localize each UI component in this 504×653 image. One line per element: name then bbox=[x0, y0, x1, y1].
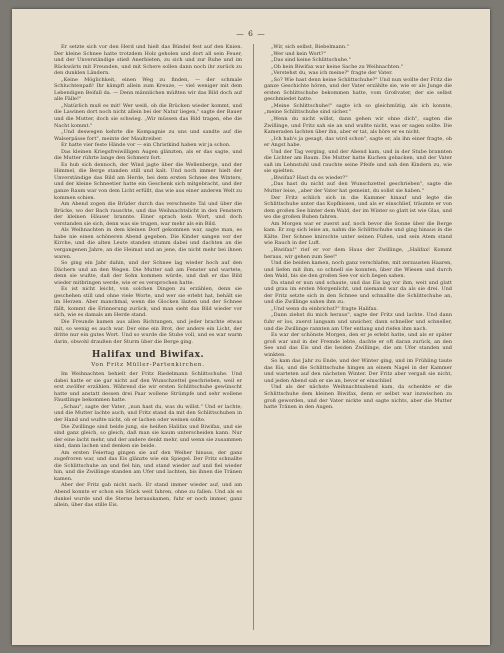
paragraph: „Dann ziehst du mich heraus", sagte der Fritz und lachte. Und dann fuhr er los, zuerst langsam und unsicher, dann schneller und schneller, und die Zwillinge rannten am Ufer entlang und riefen ihm nach. bbox=[264, 312, 452, 332]
newspaper-page bbox=[12, 9, 490, 645]
paragraph: Und der Tag verging, und der Abend kam, und in der Stube brannten die Lichter am Baum. Die Mutter hatte Kuchen gebacken, und der Vater saß im Lehnstuhl und rauchte seine Pfeife und sah den Kindern zu, wie sie spielten. bbox=[264, 148, 452, 175]
paragraph: „Meine Schlittschuhe!" sagte ich so gleichmütig, als ich konnte, „meine Schlittschuhe sind sicher." bbox=[264, 102, 452, 116]
paragraph: „Schau", sagte der Vater, „nun hast du, was du willst." Und er lachte, und die Mutter lachte auch, und Fritz stand da mit den Schlittschuhen in der Hand und wußte nicht, ob er lachen oder weinen sollte. bbox=[54, 403, 242, 423]
paragraph: Er setzte sich vor den Herd und hielt das Bündel fest auf den Knien. Der kleine Schnee hatte trotzdem Holz geholen und dort all sein Feuer, und der Unverständige stieß Anerbieten, zu sich und zur Ruhe und im Rückwärts mit Freunden, und mit Schere sollen dann noch ihr zurück zu den dunklen Ländern. bbox=[54, 44, 242, 77]
paragraph: „Natürlich muß es mit! Wer weiß, ob die Brücken wieder kommt, und die Lawinen dort noch nicht allein bei der Natur liegen," sagte der Bauer und die Mutter, doch sie schwieg. „Wir müssen das Bild tragen, ehe die Nacht kommt." bbox=[54, 102, 242, 129]
story-author: Von Fritz Müller-Partenkirchen. bbox=[91, 362, 205, 369]
paragraph: „Wir, sich selbst, Biebelmann." bbox=[271, 44, 349, 50]
paragraph: Der Fritz schlich sich in die Kammer hinauf und legte die Schlittschuhe unter das Kopfkissen, und als er einschlief, träumte er von dem großen See hinter dem Wald, der im Winter so glatt ist wie Glas, und wo die großen Buben fahren. bbox=[264, 194, 452, 221]
paragraph: „Ich hab's ja gesagt, das wird schon", sagte er, als ihn einer fragte, ob er Angst habe. bbox=[264, 135, 452, 149]
left-column bbox=[54, 44, 242, 636]
paragraph: „Das sind keine Schlittschuhe." bbox=[271, 57, 351, 64]
paragraph: Am Abend zogen die Brüder durch das verschneite Tal und über die Brücke, wo der Bach rauschte, und das Weihnachtslicht in den Fenstern der kleinen Häuser brannte. Einer sprach kein Wort, und doch verstanden sie sich, denn was sie trugen, war mehr als ein Bild. bbox=[54, 201, 242, 227]
paragraph: „Biwifax!" rief er vor dem Haus der Zwillinge, „Halifax! Kommt heraus, wir gehen zum See!" bbox=[264, 246, 452, 260]
paragraph: Und die beiden kamen, noch ganz verschlafen, mit zerzausten Haaren, und liefen mit ihm, so schnell sie konnten, über die Wiesen und durch den Wald, bis sie den großen See vor sich liegen sahen. bbox=[264, 260, 452, 280]
paragraph: „Das hast du nicht auf den Wunschzettel geschrieben", sagte die Mutter leise, „aber der Vater hat gemeint, du sollst sie haben." bbox=[264, 181, 452, 195]
paragraph: „Wenn du nicht willst, dann gehen wir ohne dich", sagten die Zwillinge, und Fritz sah sie an und wußte nicht, was er sagen sollte. Die Kameraden lachten über ihn, aber er tat, als höre er es nicht. bbox=[264, 116, 452, 136]
paragraph: „So? Wie hast denn keine Schlittschuhe?" Und nun wollte der Fritz die ganze Geschichte hören, und der Vater erzählte sie, wie er als Junge die ersten Schlittschuhe bekommen hatte, vom Großvater, der sie selbst geschmiedet hatte. bbox=[264, 76, 452, 103]
paragraph: Die Zwillinge sind beide jung, sie heißen Halifax und Biwifax, und sie sind ganz gleich, so gleich, daß man sie kaum unterscheiden kann. Nur der eine lacht mehr, und der andere denkt mehr, und wenn sie zusammen sind, dann lachen und denken sie beide. bbox=[54, 423, 242, 450]
paragraph: Und als der nächste Weihnachtsabend kam, da schenkte er die Schlittschuhe dem kleinen Biwifax, denn er selbst war inzwischen zu groß geworden, und der Vater nickte und sagte nichts, aber die Mutter hatte Tränen in den Augen. bbox=[264, 384, 452, 411]
paragraph: „Ob kein Biwifax war keine Sache zu Weihnachten." bbox=[271, 63, 404, 70]
paragraph: Im Weihnachten behielt der Fritz Riedelmann Schlittschuhe. Und dabei hatte er sie gar nicht auf den Wunschzettel geschrieben, weil er erst zwölfer erzählen. Während die wir ersten Schlittschuhe gewünscht hatte und anstatt dessen drei Paar wollene Strümpfe und sehr wollene Fäustlinge bekommen hatte. bbox=[54, 371, 242, 404]
paragraph: Es ist nicht leicht, von solchen Dingen zu erzählen, denn sie geschehen still und ohne viele Worte, und wer sie erlebt hat, behält sie im Herzen. Aber manchmal, wenn die Glocken läuten und der Schnee fällt, kommt die Erinnerung zurück, und man sieht das Bild wieder vor sich, wie es damals am Herde stand. bbox=[54, 286, 242, 319]
paragraph: Es hub sich dennoch, der Wind jagte über die Wellenberge, und der Himmel, die Berge standen still und kalt. Und noch immer hielt der Unverständige das Bild am Herde, bei dem ersten Schnee des Winters, und der kleine Schneetier hatte ein Geschenk sich mitgebracht, und der ganze Raum war von dem Licht erfüllt, das wie aus einer anderen Welt zu kommen schien. bbox=[54, 161, 242, 201]
paragraph: Die Freunde kamen aus allen Richtungen, und jeder brachte etwas mit, so wenig es auch war. Der eine ein Brot, der andere ein Licht, der dritte nur ein gutes Wort. Und so wurde die Stube voll, und es war warm darin, obwohl draußen der Sturm über die Berge ging. bbox=[54, 318, 242, 345]
paragraph: „Wer und kein Wort?" bbox=[271, 50, 326, 57]
paragraph: Am ersten Feiertag gingen sie auf den Weiher hinaus, der ganz zugefroren war, und das Eis glänzte wie ein Spiegel. Der Fritz schnallte die Schlittschuhe an und fiel hin, und stand wieder auf und fiel wieder hin, und die Zwillinge standen am Ufer und lachten, bis ihnen die Tränen kamen. bbox=[54, 449, 242, 482]
paragraph: „Keine Möglichkeit, einen Weg zu finden, — der schmale Schluchtenpaß! Ihr kämpft allein zum Kreuze, — viel weniger mit dem Lebendigen Beifall da. — Denn männlichen müßten wir das Bild doch auf alle Fälle!" bbox=[54, 76, 242, 103]
right-column bbox=[264, 44, 452, 636]
page-number: — 6 — bbox=[236, 29, 266, 38]
paragraph: Aber der Fritz gab nicht nach. Er stand immer wieder auf, und am Abend konnte er schon ein Stück weit fahren, ohne zu fallen. Und als es dunkel wurde und die Sterne herauskamen, fuhr er noch immer, ganz allein, über das stille Eis. bbox=[54, 482, 242, 509]
paragraph: Da stand er nun und schaute, und das Eis lag vor ihm, weit und glatt und grau im ersten Morgenlicht, und niemand war da als sie drei. Und der Fritz setzte sich in den Schnee und schnallte die Schlittschuhe an, und die Zwillinge sahen ihm zu. bbox=[264, 279, 452, 306]
paragraph: Er hatte vier feste Hände vor — ein Christkind haben wir ja schon. bbox=[61, 142, 231, 149]
paragraph: Das kleinen Kriegsfreiwilligen Augen glänzten, als er das sagte, und die Mutter rührte lange den Schmerz fort. bbox=[54, 148, 242, 162]
paragraph: So ging ein Jahr dahin, und der Schnee lag wieder hoch auf den Dächern und an den Wegen. Die Mutter saß am Fenster und wartete, denn sie wußte, daß der Sohn kommen würde, und daß er das Bild wieder mitbringen werde, wie er es versprochen hatte. bbox=[54, 260, 242, 286]
paragraph: „Verstehst du, was ich meine?" fragte der Vater. bbox=[271, 70, 393, 77]
paragraph: „Biwifax? Hast du es wieder?" bbox=[271, 174, 348, 181]
paragraph: So kam das Jahr zu Ende, und der Winter ging, und im Frühling taute das Eis, und die Schlittschuhe hingen an einem Nagel in der Kammer und warteten auf den nächsten Winter. Der Fritz aber vergaß sie nicht, und jeden Abend sah er sie an, bevor er einschlief. bbox=[264, 358, 452, 384]
paragraph: „Und deswegen kehrte die Kompagnie zu uns und sandte auf die Walserpässe fort", meinte der Maultreiber. bbox=[54, 129, 242, 142]
paragraph: Am Morgen war er zuerst auf, noch bevor die Sonne über die Berge kam. Er zog sich leise an, nahm die Schlittschuhe und ging hinaus in die Kälte. Der Schnee knirschte unter seinen Füßen, und sein Atem stand wie Rauch in der Luft. bbox=[264, 220, 452, 247]
paragraph: Es war der schönste Morgen, den er je erlebt hatte, und als er später groß war und in der Fremde lebte, dachte er oft daran zurück, an den See und das Eis und die beiden Zwillinge, die am Ufer standen und winkten. bbox=[264, 332, 452, 358]
paragraph: „Und wenn du einbrichst?" fragte Halifax. bbox=[271, 305, 378, 312]
paragraph: Als Weihnachten in dem kleinen Dorf gekommen war, sagte man, es habe nie einen schöneren Abend gegeben. Die Kinder sangen vor der Kirche, und die alten Leute standen stumm dabei und dachten an die vergangenen Jahre, an die Heimat und an jene, die nicht mehr bei ihnen waren. bbox=[54, 227, 242, 260]
column-divider bbox=[253, 44, 254, 630]
story-title: Halifax und Biwifax. bbox=[91, 350, 205, 361]
